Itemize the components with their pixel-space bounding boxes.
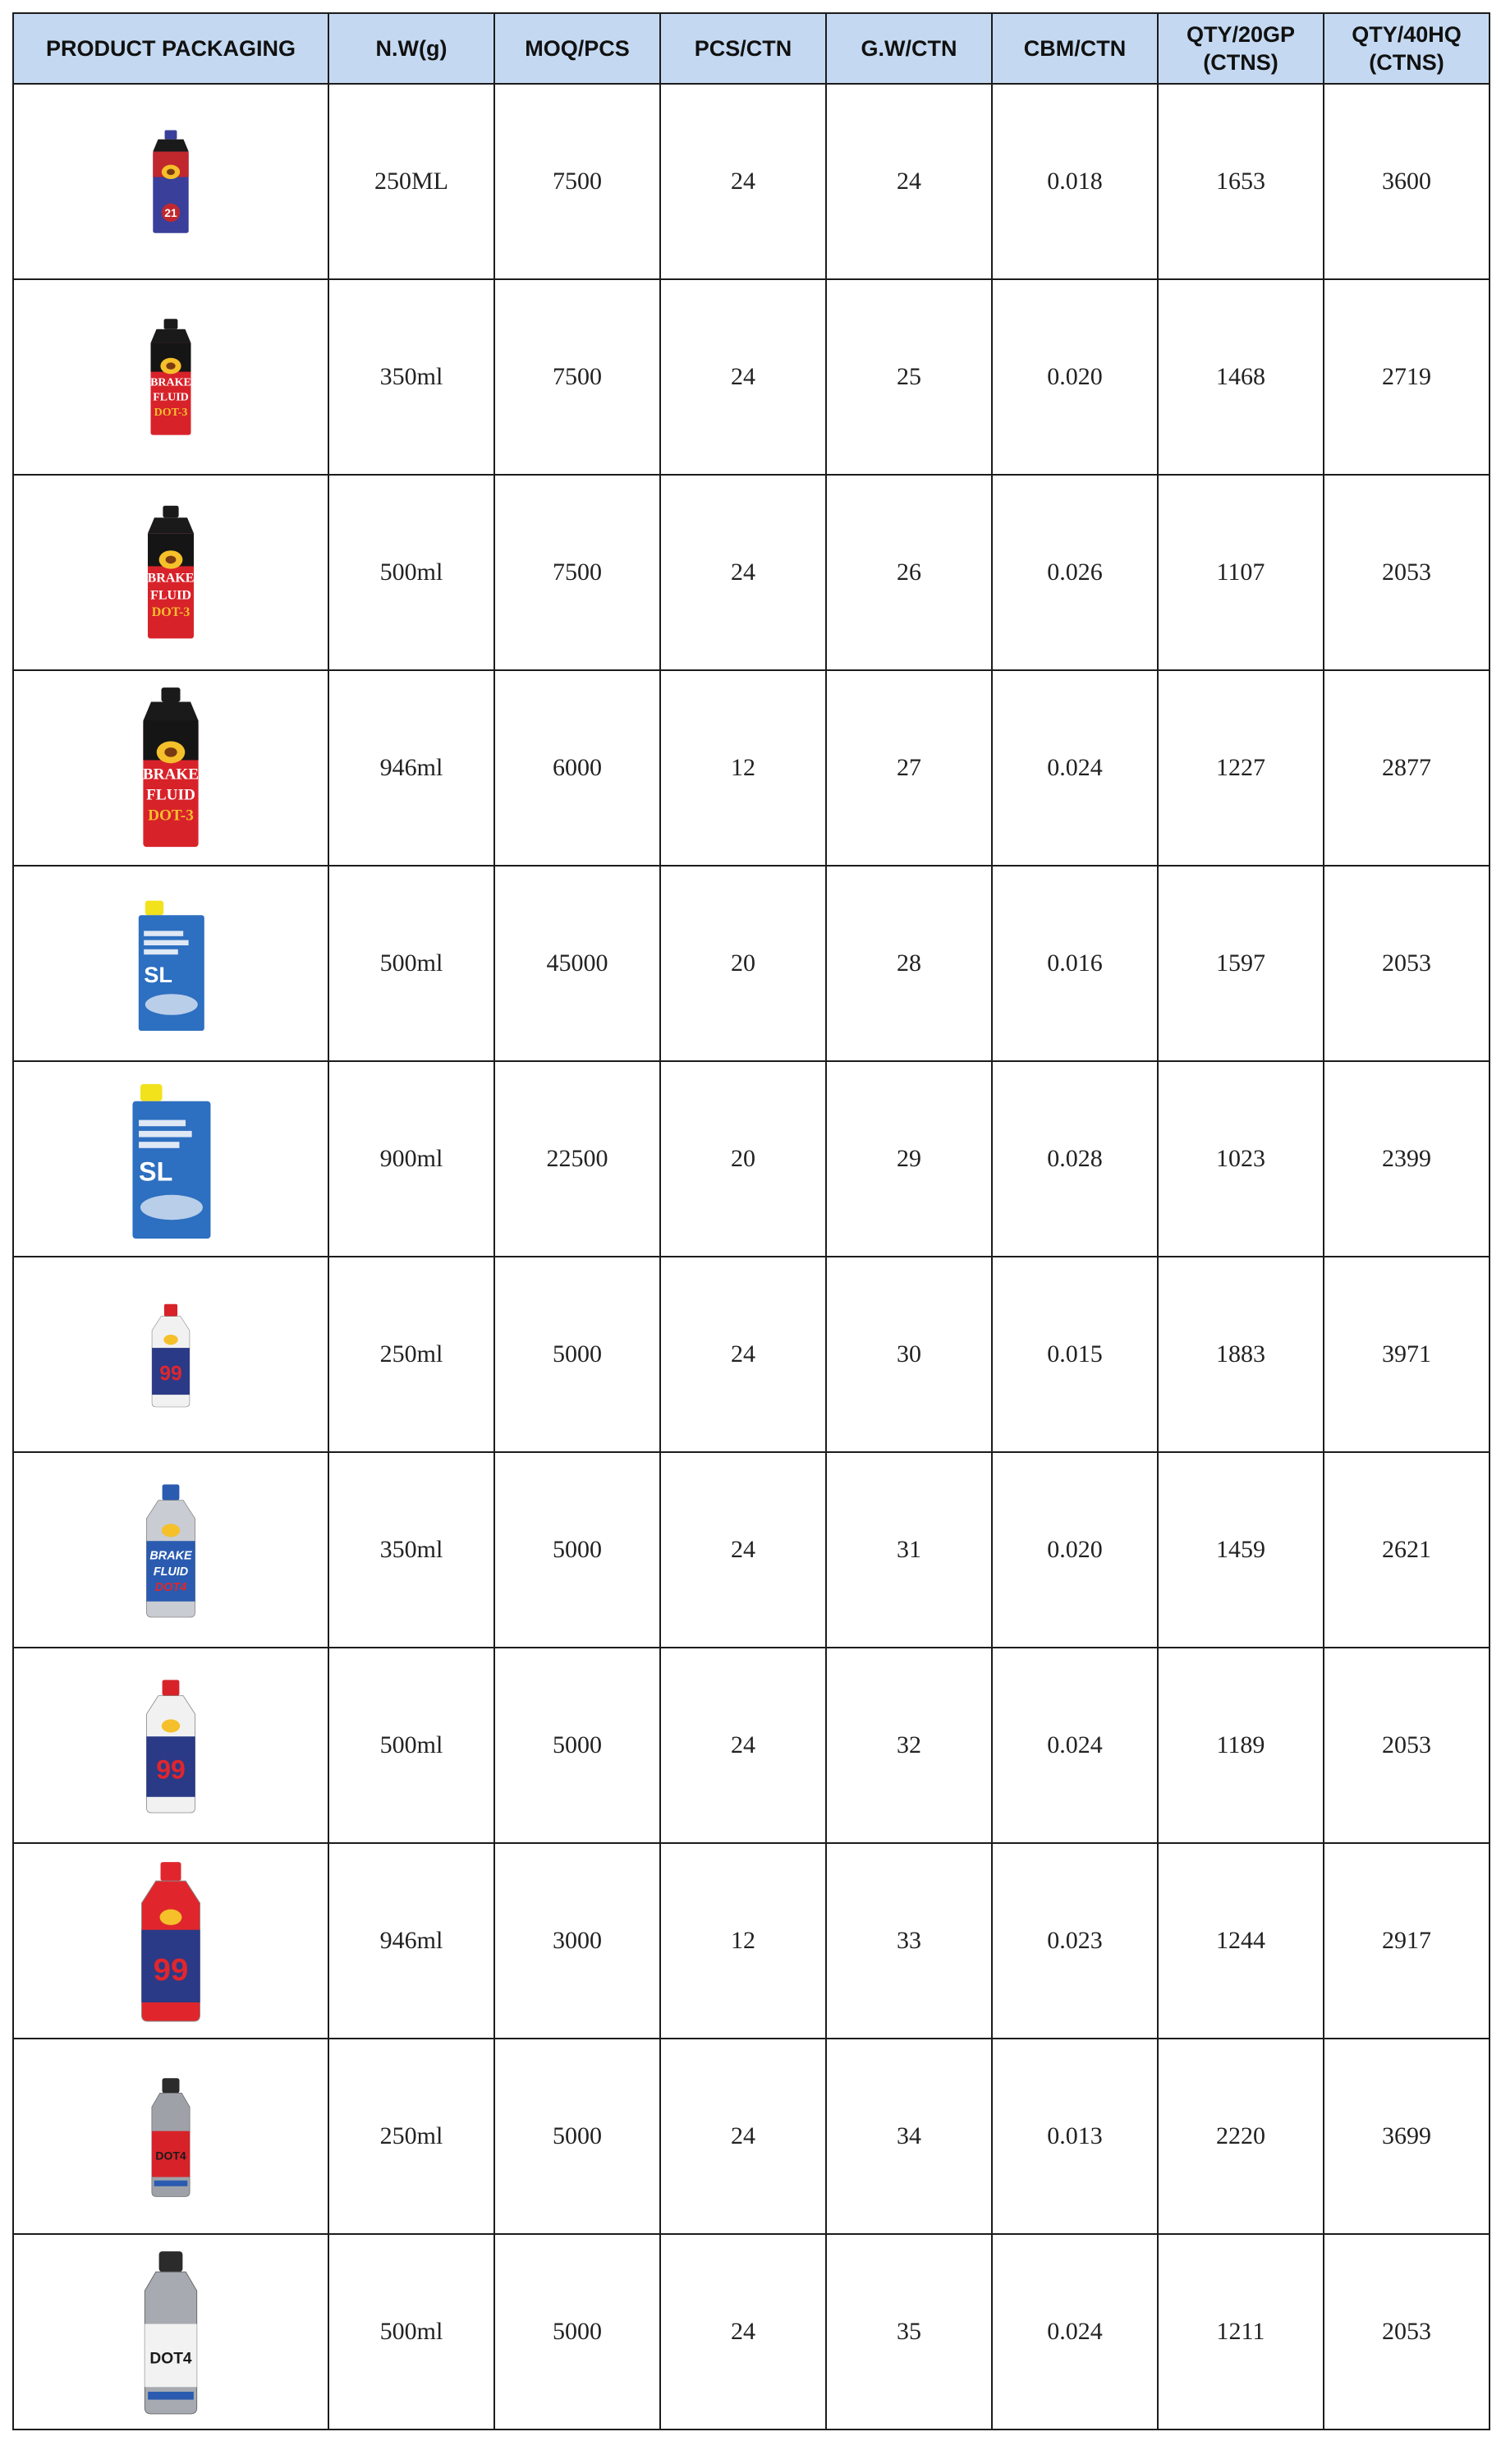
- cell-qty-40hq: 2053: [1324, 2234, 1490, 2430]
- header-product-packaging: [13, 13, 328, 84]
- cell-qty-20gp: 1244: [1158, 1843, 1324, 2039]
- cell-product-packaging: [13, 1061, 328, 1257]
- cell-cbm-per-ctn: 0.016: [992, 866, 1158, 1061]
- cell-moq: 6000: [494, 670, 660, 866]
- cell-pcs-per-ctn: 24: [660, 475, 826, 670]
- table-row: [13, 670, 1490, 866]
- cell-product-packaging: [13, 670, 328, 866]
- cell-gross-weight-per-ctn: 26: [826, 475, 992, 670]
- header-gross-weight-per-ctn: [826, 13, 992, 84]
- cell-cbm-per-ctn: 0.026: [992, 475, 1158, 670]
- cell-pcs-per-ctn: 24: [660, 2039, 826, 2234]
- header-moq: [494, 13, 660, 84]
- cell-gross-weight-per-ctn: 34: [826, 2039, 992, 2234]
- cell-cbm-per-ctn: 0.015: [992, 1257, 1158, 1452]
- cell-moq: 7500: [494, 84, 660, 279]
- cell-product-packaging: [13, 1648, 328, 1843]
- cell-pcs-per-ctn: 24: [660, 279, 826, 475]
- product-image-label: DOT-3: [148, 807, 194, 825]
- product-image: [109, 1264, 232, 1445]
- cell-qty-40hq: 3600: [1324, 84, 1490, 279]
- cell-gross-weight-per-ctn: 27: [826, 670, 992, 866]
- cell-qty-40hq: 2399: [1324, 1061, 1490, 1257]
- cell-pcs-per-ctn: 24: [660, 84, 826, 279]
- cell-gross-weight-per-ctn: 35: [826, 2234, 992, 2430]
- cell-pcs-per-ctn: 24: [660, 2234, 826, 2430]
- cell-product-packaging: [13, 2039, 328, 2234]
- product-image-label: BRAKE: [147, 571, 195, 586]
- cell-qty-40hq: 2917: [1324, 1843, 1490, 2039]
- header-text: QTY/40HQ: [1352, 22, 1462, 47]
- product-image: [109, 1069, 232, 1249]
- cell-qty-20gp: 1597: [1158, 866, 1324, 1061]
- product-image-label: DOT4: [149, 2350, 192, 2368]
- cell-pcs-per-ctn: 24: [660, 1648, 826, 1843]
- cell-qty-40hq: 2053: [1324, 475, 1490, 670]
- product-image: [109, 482, 232, 663]
- cell-gross-weight-per-ctn: 31: [826, 1452, 992, 1648]
- table-row: [13, 2234, 1490, 2430]
- cell-product-packaging: [13, 475, 328, 670]
- table-row: [13, 1061, 1490, 1257]
- cell-cbm-per-ctn: 0.020: [992, 279, 1158, 475]
- packaging-spec-table: [12, 12, 1490, 2430]
- cell-moq: 5000: [494, 1648, 660, 1843]
- cell-pcs-per-ctn: 12: [660, 670, 826, 866]
- header-row: [13, 13, 1490, 84]
- table-row: [13, 84, 1490, 279]
- cell-product-packaging: [13, 279, 328, 475]
- header-text: N.W(g): [375, 36, 448, 61]
- product-image: [109, 287, 232, 467]
- cell-gross-weight-per-ctn: 30: [826, 1257, 992, 1452]
- cell-net-weight: 500ml: [328, 866, 494, 1061]
- cell-cbm-per-ctn: 0.020: [992, 1452, 1158, 1648]
- cell-product-packaging: [13, 1257, 328, 1452]
- cell-moq: 3000: [494, 1843, 660, 2039]
- header-qty-20gp: [1158, 13, 1324, 84]
- cell-cbm-per-ctn: 0.013: [992, 2039, 1158, 2234]
- cell-moq: 5000: [494, 1452, 660, 1648]
- table-row: [13, 279, 1490, 475]
- cell-cbm-per-ctn: 0.028: [992, 1061, 1158, 1257]
- cell-net-weight: 250ml: [328, 2039, 494, 2234]
- product-image-label: 21: [164, 206, 177, 219]
- table-row: [13, 475, 1490, 670]
- product-image: [109, 2046, 232, 2227]
- cell-moq: 5000: [494, 2234, 660, 2430]
- cell-moq: 22500: [494, 1061, 660, 1257]
- cell-moq: 5000: [494, 1257, 660, 1452]
- header-text: QTY/20GP: [1186, 22, 1296, 47]
- cell-product-packaging: [13, 84, 328, 279]
- header-text: CBM/CTN: [1023, 36, 1127, 61]
- cell-qty-20gp: 1653: [1158, 84, 1324, 279]
- cell-net-weight: 350ml: [328, 1452, 494, 1648]
- cell-qty-20gp: 1227: [1158, 670, 1324, 866]
- product-image-label: FLUID: [150, 588, 191, 603]
- header-net-weight: [328, 13, 494, 84]
- cell-cbm-per-ctn: 0.024: [992, 2234, 1158, 2430]
- product-image-label: BRAKE: [150, 376, 191, 389]
- product-image: [109, 1460, 232, 1640]
- cell-moq: 7500: [494, 279, 660, 475]
- product-image-label: DOT4: [154, 1581, 187, 1594]
- cell-net-weight: 946ml: [328, 1843, 494, 2039]
- product-image-label: BRAKE: [142, 765, 200, 784]
- cell-moq: 45000: [494, 866, 660, 1061]
- cell-gross-weight-per-ctn: 28: [826, 866, 992, 1061]
- product-image-label: DOT-3: [151, 605, 190, 620]
- cell-qty-40hq: 2877: [1324, 670, 1490, 866]
- cell-qty-20gp: 1459: [1158, 1452, 1324, 1648]
- cell-pcs-per-ctn: 20: [660, 866, 826, 1061]
- table-row: [13, 1257, 1490, 1452]
- header-cbm-per-ctn: [992, 13, 1158, 84]
- product-image: [109, 678, 232, 858]
- cell-qty-20gp: 1107: [1158, 475, 1324, 670]
- cell-qty-40hq: 3699: [1324, 2039, 1490, 2234]
- product-image-label: FLUID: [153, 391, 189, 404]
- cell-qty-40hq: 2053: [1324, 866, 1490, 1061]
- product-image: [109, 873, 232, 1054]
- cell-qty-20gp: 1211: [1158, 2234, 1324, 2430]
- header-qty-40hq: [1324, 13, 1490, 84]
- cell-net-weight: 500ml: [328, 1648, 494, 1843]
- cell-cbm-per-ctn: 0.024: [992, 670, 1158, 866]
- table-row: [13, 1452, 1490, 1648]
- header-text: G.W/CTN: [861, 36, 957, 61]
- table-row: [13, 1648, 1490, 1843]
- product-image-label: 99: [153, 1952, 189, 1988]
- cell-gross-weight-per-ctn: 24: [826, 84, 992, 279]
- cell-net-weight: 350ml: [328, 279, 494, 475]
- cell-qty-20gp: 1189: [1158, 1648, 1324, 1843]
- cell-qty-20gp: 1883: [1158, 1257, 1324, 1452]
- cell-qty-40hq: 2053: [1324, 1648, 1490, 1843]
- header-text: PCS/CTN: [694, 36, 792, 61]
- product-image-label: DOT4: [155, 2149, 186, 2163]
- product-image: [109, 1850, 232, 2031]
- cell-net-weight: 250ml: [328, 1257, 494, 1452]
- cell-gross-weight-per-ctn: 32: [826, 1648, 992, 1843]
- cell-qty-40hq: 2719: [1324, 279, 1490, 475]
- header-text: MOQ/PCS: [525, 36, 630, 61]
- product-image-label: FLUID: [153, 1565, 189, 1579]
- cell-net-weight: 500ml: [328, 2234, 494, 2430]
- cell-net-weight: 946ml: [328, 670, 494, 866]
- cell-gross-weight-per-ctn: 29: [826, 1061, 992, 1257]
- table-row: [13, 1843, 1490, 2039]
- cell-pcs-per-ctn: 12: [660, 1843, 826, 2039]
- header-text: (CTNS): [1203, 50, 1278, 75]
- cell-cbm-per-ctn: 0.018: [992, 84, 1158, 279]
- cell-cbm-per-ctn: 0.024: [992, 1648, 1158, 1843]
- cell-pcs-per-ctn: 24: [660, 1257, 826, 1452]
- cell-moq: 7500: [494, 475, 660, 670]
- product-image: [109, 2241, 232, 2422]
- cell-moq: 5000: [494, 2039, 660, 2234]
- cell-product-packaging: [13, 1452, 328, 1648]
- cell-gross-weight-per-ctn: 25: [826, 279, 992, 475]
- product-image-label: FLUID: [146, 786, 195, 804]
- product-image: [109, 91, 232, 272]
- cell-product-packaging: [13, 1843, 328, 2039]
- cell-net-weight: 900ml: [328, 1061, 494, 1257]
- product-image-label: 99: [159, 1363, 182, 1386]
- cell-qty-40hq: 2621: [1324, 1452, 1490, 1648]
- product-image-label: DOT-3: [154, 406, 188, 419]
- cell-product-packaging: [13, 866, 328, 1061]
- cell-net-weight: 500ml: [328, 475, 494, 670]
- cell-qty-40hq: 3971: [1324, 1257, 1490, 1452]
- cell-product-packaging: [13, 2234, 328, 2430]
- cell-qty-20gp: 1468: [1158, 279, 1324, 475]
- table-row: [13, 866, 1490, 1061]
- cell-pcs-per-ctn: 24: [660, 1452, 826, 1648]
- cell-gross-weight-per-ctn: 33: [826, 1843, 992, 2039]
- product-image-label: SL: [139, 1156, 173, 1187]
- header-pcs-per-ctn: [660, 13, 826, 84]
- cell-qty-20gp: 2220: [1158, 2039, 1324, 2234]
- product-image-label: 99: [156, 1754, 186, 1785]
- cell-qty-20gp: 1023: [1158, 1061, 1324, 1257]
- header-text: (CTNS): [1369, 50, 1444, 75]
- cell-net-weight: 250ML: [328, 84, 494, 279]
- table-row: [13, 2039, 1490, 2234]
- cell-cbm-per-ctn: 0.023: [992, 1843, 1158, 2039]
- product-image-label: SL: [144, 961, 172, 987]
- header-text: PRODUCT PACKAGING: [45, 36, 296, 61]
- cell-pcs-per-ctn: 20: [660, 1061, 826, 1257]
- product-image-label: BRAKE: [149, 1549, 192, 1563]
- product-image: [109, 1655, 232, 1836]
